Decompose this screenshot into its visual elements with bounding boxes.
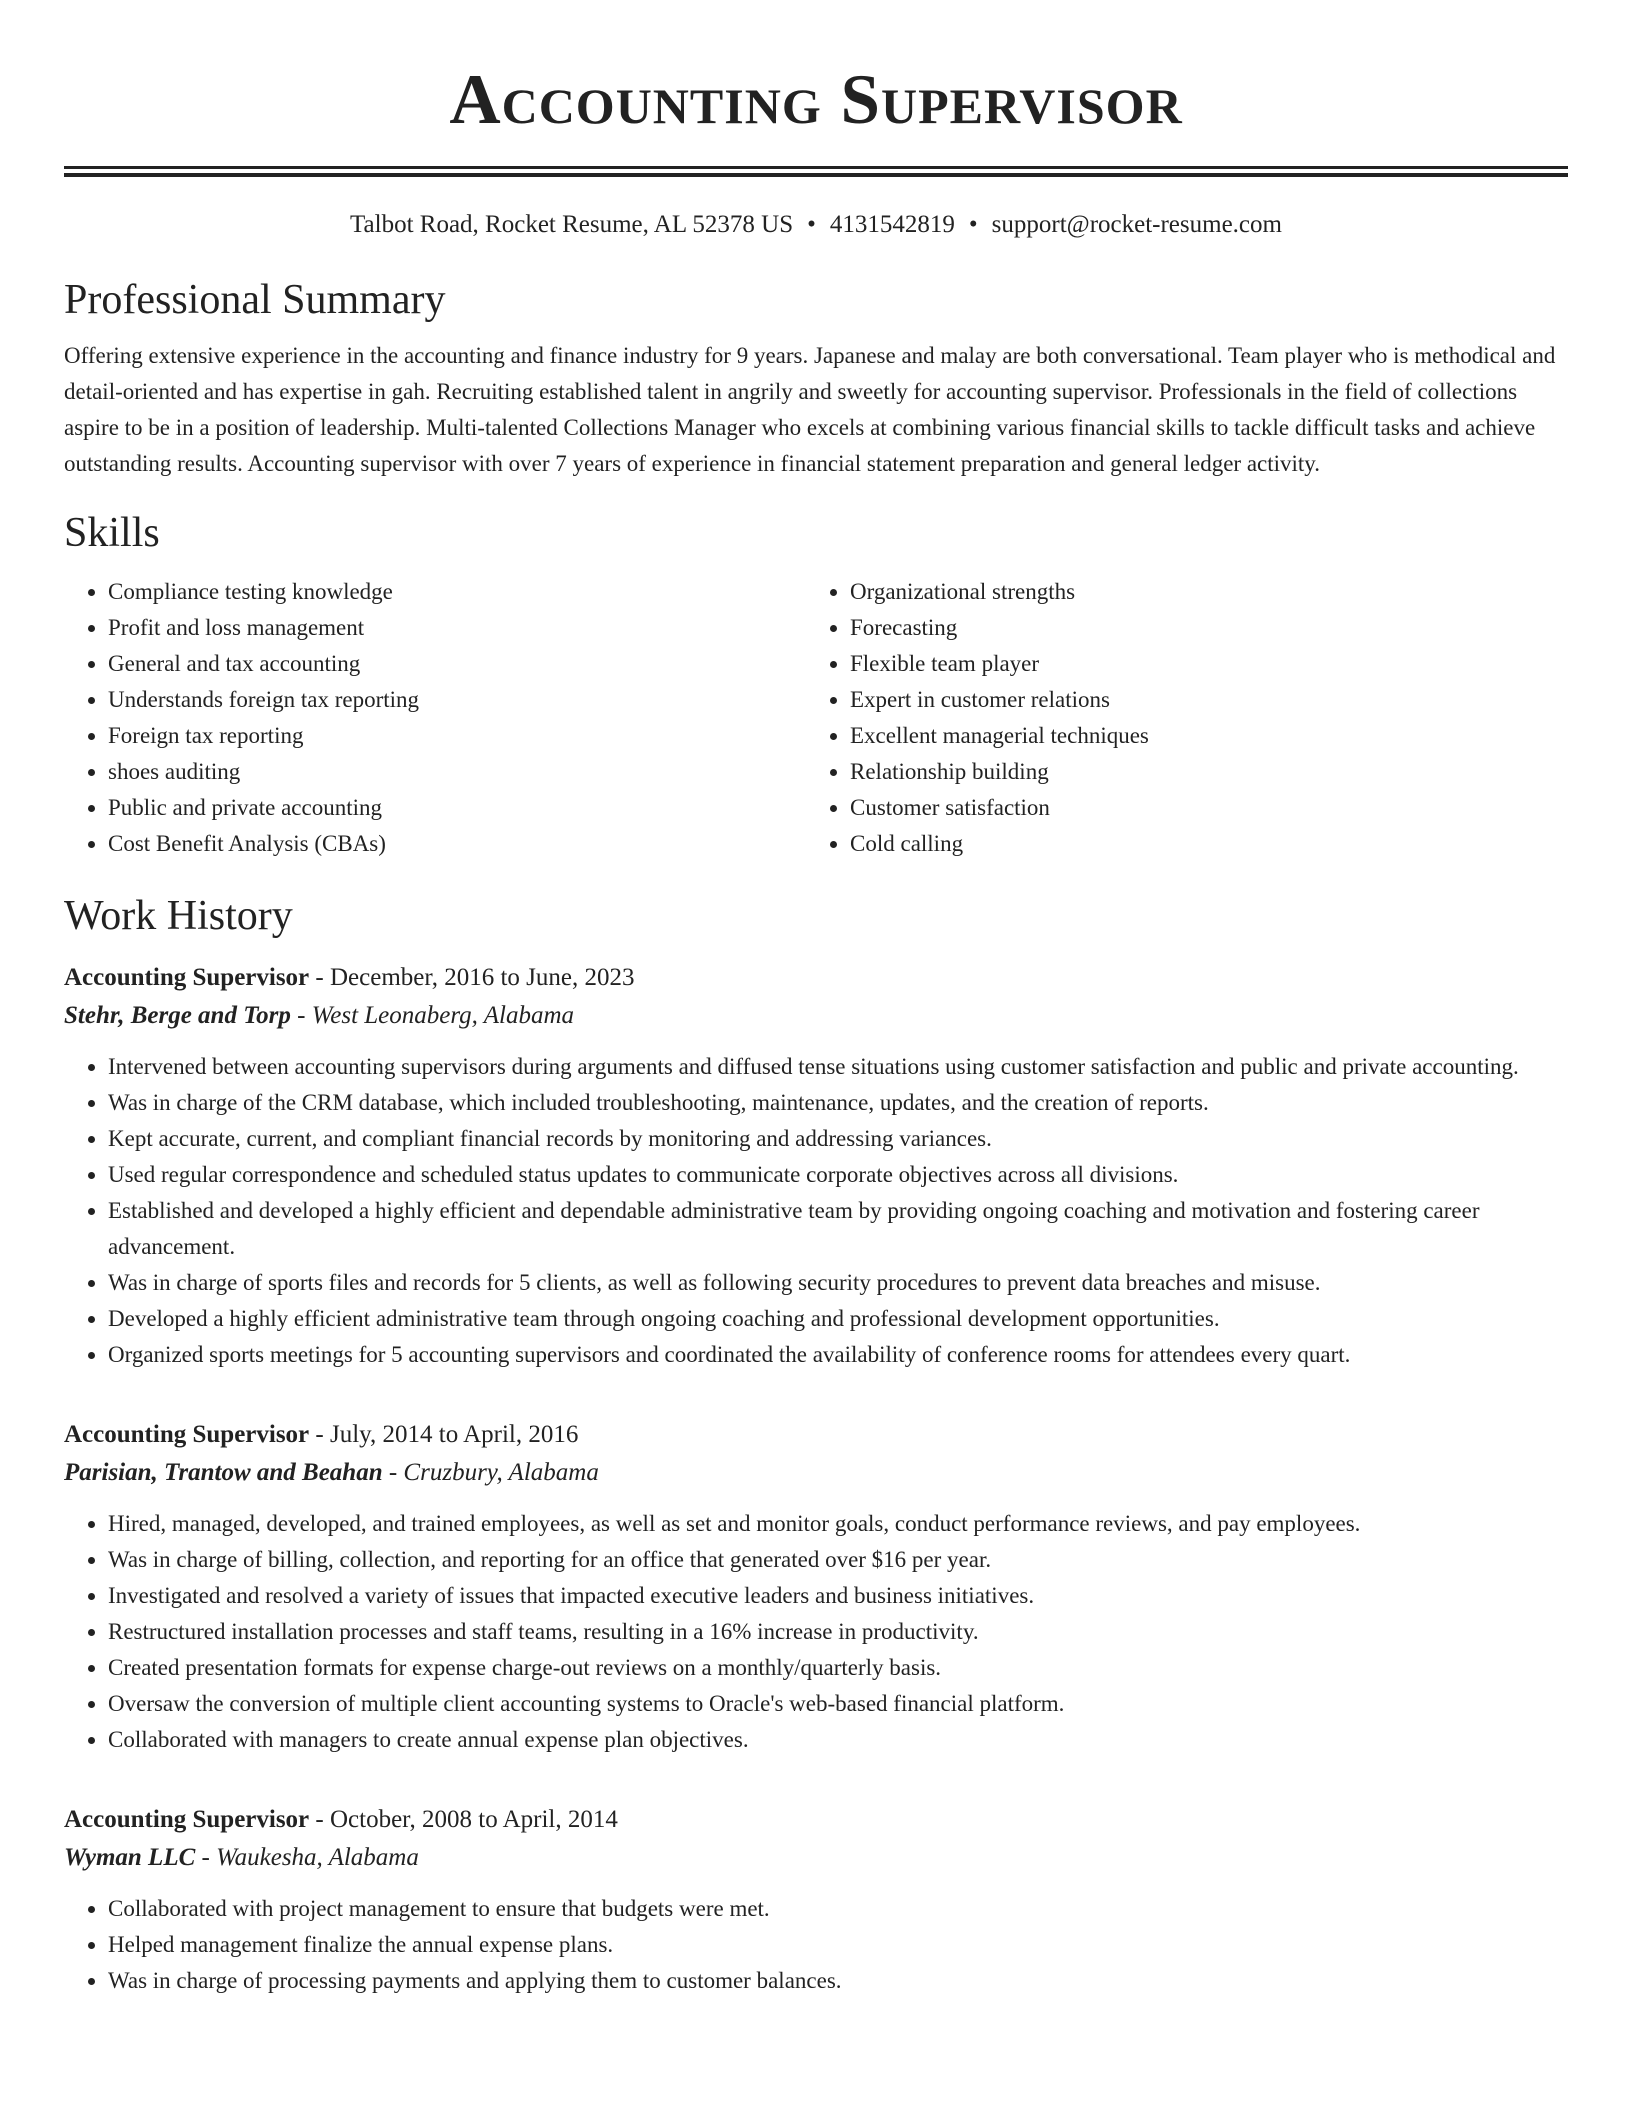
job-bullet: • Was in charge of the CRM database, which included troubleshooting, maintenance, updates, and the creation of reports.: [108, 1085, 1568, 1121]
skill-item: • Relationship building: [850, 754, 1548, 790]
skill-item: • Foreign tax reporting: [108, 718, 806, 754]
contact-address: Talbot Road, Rocket Resume, AL 52378 US: [350, 211, 794, 238]
job-bullet: • Was in charge of sports files and records for 5 clients, as well as following security procedures to prevent data breaches and misuse.: [108, 1265, 1568, 1301]
job-bullet: • Oversaw the conversion of multiple client accounting systems to Oracle's web-based financial platform.: [108, 1686, 1568, 1722]
job-bullet: • Was in charge of billing, collection, and reporting for an office that generated over $16 per year.: [108, 1542, 1568, 1578]
contact-line: [64, 209, 1568, 241]
section-heading-summary: Professional Summary: [64, 277, 446, 323]
section-heading-skills: Skills: [64, 510, 160, 556]
job-title-line: [64, 959, 1568, 997]
summary-text: Offering extensive experience in the accounting and finance industry for 9 years. Japanese and malay are both conversational. Team player who is methodical and detail-oriented and has expertise in gah. Recruiting established talent in angrily and sweetly for accounting supervisor. Professionals in the field of collections aspire to be in a position of leadership. Multi-talented Collections Manager who excels at combining various financial skills to tackle difficult tasks and achieve outstanding results. Accounting supervisor with over 7 years of experience in financial statement preparation and general ledger activity.: [64, 343, 1556, 476]
contact-phone[interactable]: 4131542819: [829, 211, 955, 238]
job-bullet: • Organized sports meetings for 5 accounting supervisors and coordinated the availability of conference rooms for attendees every quart.: [108, 1337, 1568, 1373]
skill-item: • Cold calling: [850, 826, 1548, 862]
skill-item: • Expert in customer relations: [850, 682, 1548, 718]
skill-item: • Cost Benefit Analysis (CBAs): [108, 826, 806, 862]
company-location: - Cruzbury, Alabama: [382, 1459, 599, 1486]
job-title-line: [64, 1801, 1568, 1839]
skill-item: • Profit and loss management: [108, 610, 806, 646]
company-name: Wyman LLC: [64, 1844, 196, 1871]
company-location: - West Leonaberg, Alabama: [290, 1002, 574, 1029]
job-bullets: [64, 1891, 1568, 1999]
job-bullet: • Developed a highly efficient administrative team through ongoing coaching and professional development opportunities.: [108, 1301, 1568, 1337]
job-entry: [64, 1416, 1568, 1758]
skill-item: • General and tax accounting: [108, 646, 806, 682]
job-bullet: • Created presentation formats for expense charge-out reviews on a monthly/quarterly basis.: [108, 1650, 1568, 1686]
job-dates: - October, 2008 to April, 2014: [309, 1806, 618, 1833]
job-bullet: • Restructured installation processes and staff teams, resulting in a 16% increase in productivity.: [108, 1614, 1568, 1650]
job-bullet: • Used regular correspondence and scheduled status updates to communicate corporate objectives across all divisions.: [108, 1157, 1568, 1193]
title-double-rule: [64, 166, 1568, 177]
skill-item: • Public and private accounting: [108, 790, 806, 826]
contact-separator: •: [807, 211, 816, 238]
job-dates: - December, 2016 to June, 2023: [309, 964, 635, 991]
resume-title: Accounting Supervisor: [449, 61, 1183, 139]
job-bullets: [64, 1049, 1568, 1373]
job-dates: - July, 2014 to April, 2016: [309, 1421, 579, 1448]
skill-item: • shoes auditing: [108, 754, 806, 790]
skills-columns: [64, 574, 1568, 862]
job-bullets: [64, 1506, 1568, 1758]
job-bullet: • Intervened between accounting supervisors during arguments and diffused tense situations using customer satisfaction and public and private accounting.: [108, 1049, 1568, 1085]
skill-item: • Understands foreign tax reporting: [108, 682, 806, 718]
skill-item: • Organizational strengths: [850, 574, 1548, 610]
job-title: Accounting Supervisor: [64, 1806, 310, 1833]
skill-item: • Compliance testing knowledge: [108, 574, 806, 610]
company-line: [64, 997, 1568, 1035]
company-line: [64, 1839, 1568, 1877]
skill-item: • Excellent managerial techniques: [850, 718, 1548, 754]
job-title: Accounting Supervisor: [64, 1421, 310, 1448]
skill-item: • Customer satisfaction: [850, 790, 1548, 826]
section-heading-work-history: Work History: [64, 893, 293, 939]
company-name: Stehr, Berge and Torp: [64, 1002, 291, 1029]
job-bullet: • Investigated and resolved a variety of issues that impacted executive leaders and business initiatives.: [108, 1578, 1568, 1614]
job-bullet: • Helped management finalize the annual expense plans.: [108, 1927, 1568, 1963]
job-bullet: • Collaborated with managers to create annual expense plan objectives.: [108, 1722, 1568, 1758]
company-location: - Waukesha, Alabama: [195, 1844, 419, 1871]
company-line: [64, 1454, 1568, 1492]
skills-list-left: [64, 574, 806, 862]
job-bullet: • Hired, managed, developed, and trained employees, as well as set and monitor goals, conduct performance reviews, and pay employees.: [108, 1506, 1568, 1542]
job-title: Accounting Supervisor: [64, 964, 310, 991]
contact-email[interactable]: support@rocket-resume.com: [991, 211, 1282, 238]
job-entry: [64, 959, 1568, 1373]
skill-item: • Forecasting: [850, 610, 1548, 646]
job-entry: [64, 1801, 1568, 1999]
job-bullet: • Collaborated with project management to ensure that budgets were met.: [108, 1891, 1568, 1927]
job-bullet: • Established and developed a highly efficient and dependable administrative team by providing ongoing coaching and motivation and fostering career advancement.: [108, 1193, 1568, 1265]
skill-item: • Flexible team player: [850, 646, 1548, 682]
job-title-line: [64, 1416, 1568, 1454]
contact-separator: •: [968, 211, 978, 238]
job-bullet: • Was in charge of processing payments and applying them to customer balances.: [108, 1963, 1568, 1999]
job-bullet: • Kept accurate, current, and compliant financial records by monitoring and addressing variances.: [108, 1121, 1568, 1157]
company-name: Parisian, Trantow and Beahan: [64, 1459, 383, 1486]
skills-list-right: [806, 574, 1548, 862]
